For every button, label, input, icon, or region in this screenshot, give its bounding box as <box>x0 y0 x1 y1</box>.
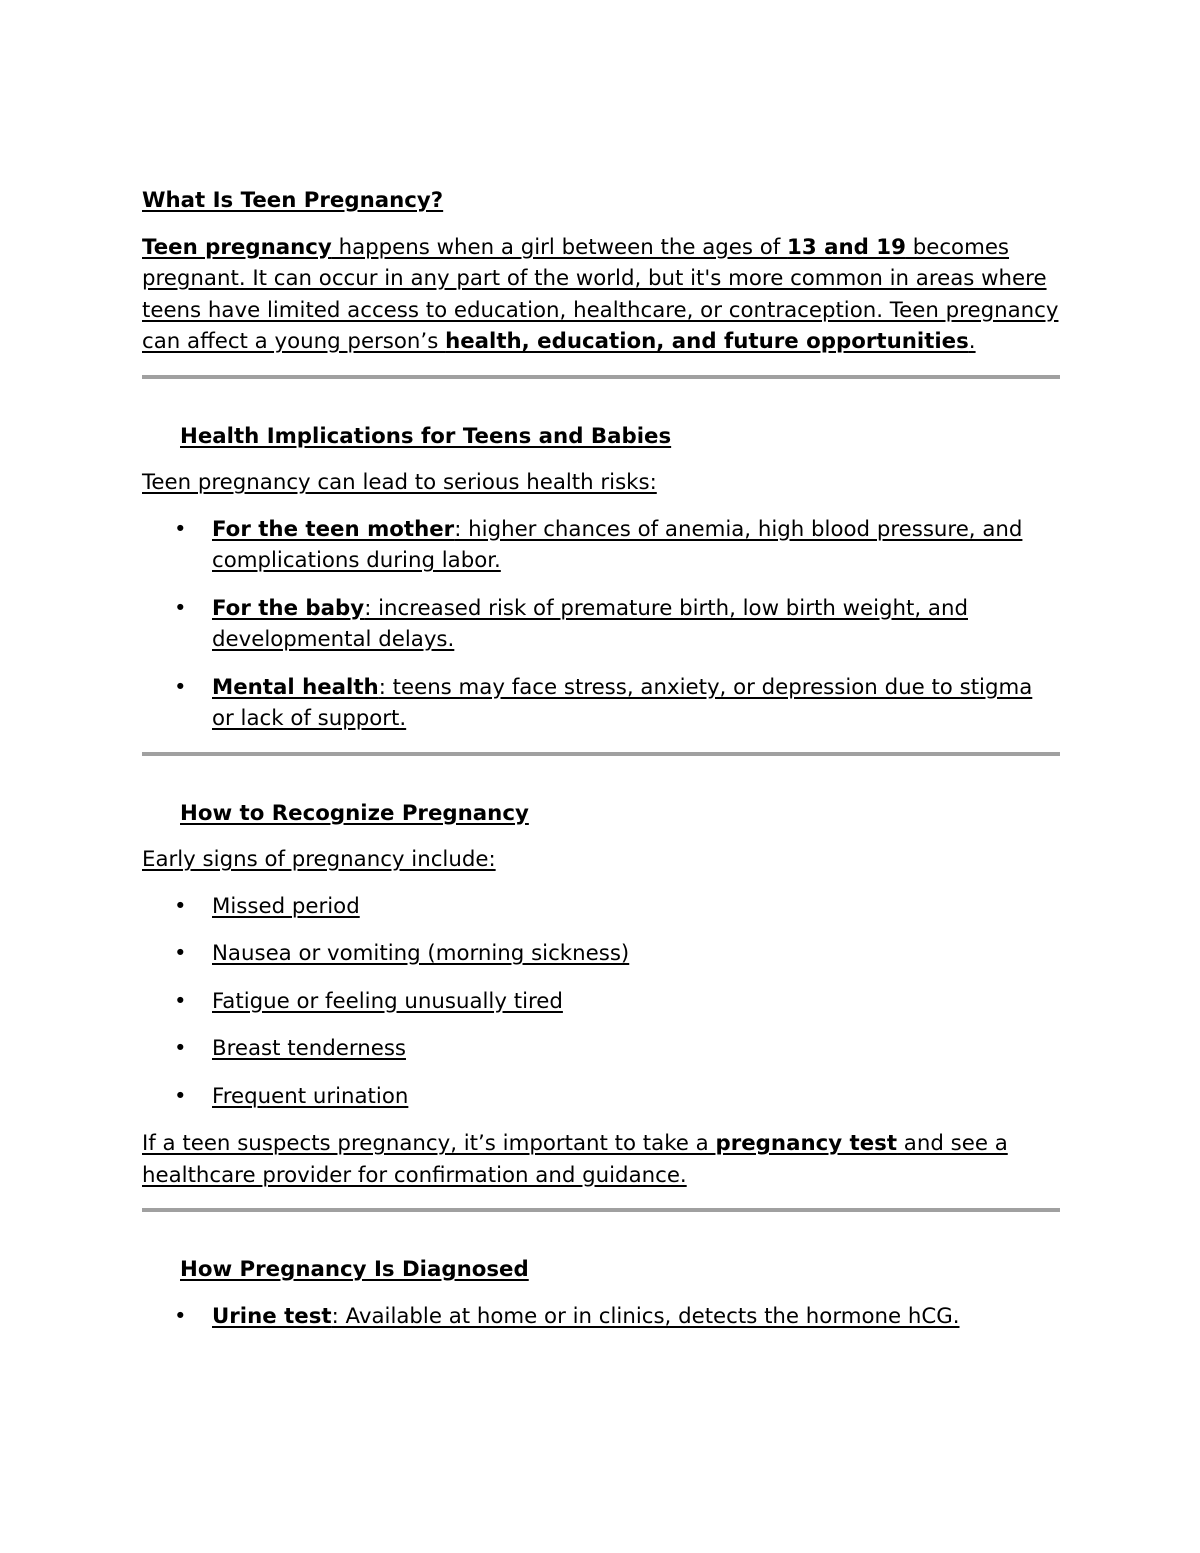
signs-list <box>142 891 1060 1113</box>
closing-text-1: If a teen suspects pregnancy, it’s important to take a <box>142 1131 716 1156</box>
bullet-icon: • <box>174 1036 187 1061</box>
recognize-lead: Early signs of pregnancy include: <box>142 847 496 872</box>
list-item <box>142 1301 1060 1333</box>
sign-item: Frequent urination <box>212 1083 409 1109</box>
bullet-icon: • <box>174 893 187 919</box>
section-title-what-is: What Is Teen Pregnancy? <box>142 188 444 213</box>
bullet-icon: • <box>174 674 187 700</box>
sign-item: Nausea or vomiting (morning sickness) <box>212 941 630 966</box>
intro-bold-ages: 13 and 19 <box>787 234 906 260</box>
intro-text-3: . <box>968 329 976 354</box>
list-item <box>142 593 1060 656</box>
bullet-icon: • <box>174 941 187 966</box>
health-list <box>142 514 1060 735</box>
divider-2 <box>142 752 1060 756</box>
closing-text-2: and see a healthcare provider for confirmation and guidance. <box>142 1131 1008 1188</box>
diagnosis-item-bold: Urine test <box>212 1303 332 1329</box>
list-item <box>142 1081 1060 1113</box>
intro-bold-teen-pregnancy: Teen pregnancy <box>142 234 332 260</box>
sign-item: Missed period <box>212 893 360 919</box>
sign-item: Fatigue or feeling unusually tired <box>212 988 563 1014</box>
health-item-text: : increased risk of premature birth, low birth weight, and developmental delays. <box>212 595 968 652</box>
divider-1 <box>142 375 1060 379</box>
section-title-recognize: How to Recognize Pregnancy <box>180 800 529 826</box>
list-item <box>142 672 1060 735</box>
intro-paragraph <box>142 232 1060 358</box>
bullet-icon: • <box>174 1083 187 1109</box>
diagnosis-list <box>142 1301 1060 1333</box>
section-title-diagnosed: How Pregnancy Is Diagnosed <box>180 1257 529 1282</box>
document-page <box>142 185 1060 1348</box>
recognize-closing <box>142 1128 1060 1191</box>
intro-bold-outcomes: health, education, and future opportunities <box>445 329 969 354</box>
bullet-icon: • <box>174 1303 187 1329</box>
intro-text-2: becomes pregnant. It can occur in any part of the world, but it's more common in areas where teens have limited access to education, healthcare, or contraception. Teen pregnancy can affect a young person’s <box>142 234 1059 354</box>
list-item <box>142 891 1060 923</box>
health-item-bold: For the teen mother <box>212 516 455 542</box>
list-item <box>142 514 1060 577</box>
bullet-icon: • <box>174 516 187 542</box>
section-title-health: Health Implications for Teens and Babies <box>180 423 672 449</box>
health-lead: Teen pregnancy can lead to serious health risks: <box>142 470 657 495</box>
divider-3 <box>142 1208 1060 1212</box>
list-item <box>142 986 1060 1018</box>
closing-bold: pregnancy test <box>715 1131 898 1156</box>
diagnosis-item-text: : Available at home or in clinics, detects the hormone hCG. <box>331 1303 960 1329</box>
health-item-bold: Mental health <box>212 674 379 700</box>
sign-item: Breast tenderness <box>212 1036 407 1061</box>
intro-text-1: happens when a girl between the ages of <box>331 234 788 260</box>
health-item-text: : higher chances of anemia, high blood pressure, and complications during labor. <box>212 516 1023 573</box>
health-item-bold: For the baby <box>212 595 365 621</box>
health-item-text: : teens may face stress, anxiety, or depression due to stigma or lack of support. <box>212 674 1033 731</box>
list-item <box>142 938 1060 970</box>
list-item <box>142 1033 1060 1065</box>
bullet-icon: • <box>174 988 187 1014</box>
bullet-icon: • <box>174 595 187 621</box>
